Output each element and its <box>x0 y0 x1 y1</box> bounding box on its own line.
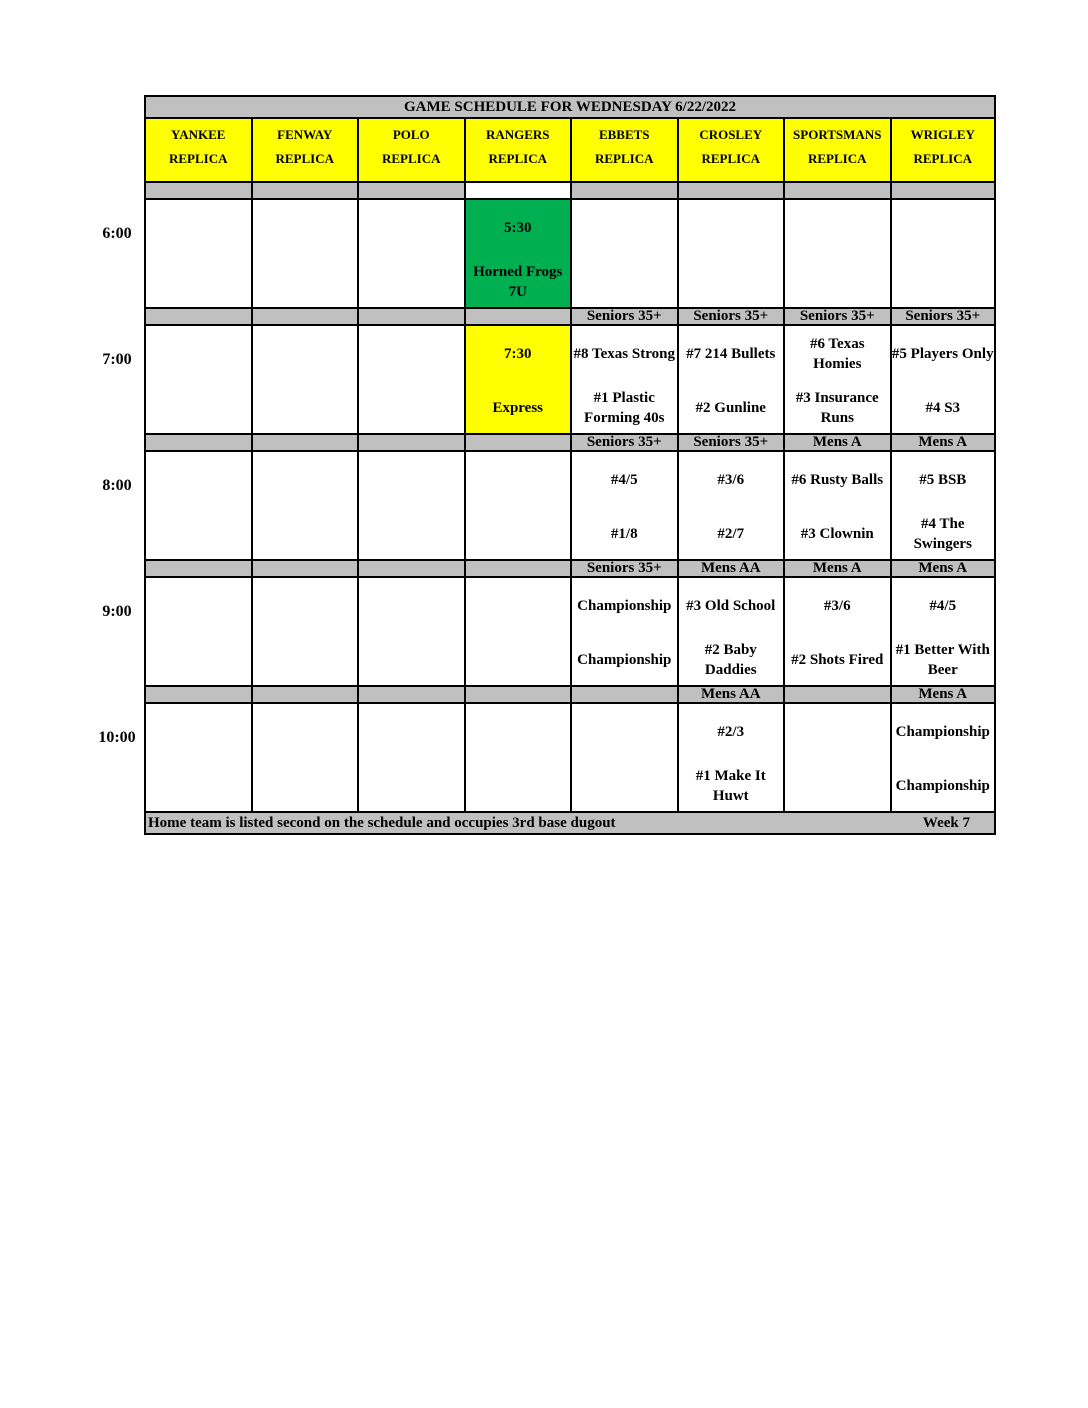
division-label <box>570 183 677 200</box>
home-team: #2 Shots Fired <box>791 652 884 668</box>
field-header-row <box>144 119 996 183</box>
division-label <box>890 183 997 200</box>
away-team <box>146 582 251 630</box>
game-cell <box>890 578 997 687</box>
game-cell <box>783 452 890 561</box>
home-team <box>146 636 251 684</box>
home-team <box>253 636 358 684</box>
game-cell <box>570 326 677 435</box>
field-header: RANGERS REPLICA <box>464 119 571 183</box>
home-team: #1/8 <box>610 526 638 542</box>
away-team: #3/6 <box>823 598 851 614</box>
game-cell <box>677 200 784 309</box>
field-header: SPORTSMANS REPLICA <box>783 119 890 183</box>
game-cell <box>464 578 571 687</box>
game-cell <box>783 578 890 687</box>
division-label <box>251 435 358 452</box>
away-team <box>572 708 677 756</box>
game-cell <box>783 704 890 813</box>
away-team: #2/3 <box>717 724 745 740</box>
game-cell <box>677 326 784 435</box>
home-team: #1 Make It Huwt <box>695 768 766 804</box>
game-cell <box>251 200 358 309</box>
schedule-footer <box>144 813 996 835</box>
home-team <box>785 762 890 810</box>
home-team <box>359 510 464 558</box>
away-team <box>253 708 358 756</box>
division-label: Seniors 35+ <box>677 435 784 452</box>
game-cell <box>357 326 464 435</box>
home-team <box>359 258 464 306</box>
game-cell <box>570 452 677 561</box>
field-header: POLO REPLICA <box>357 119 464 183</box>
home-team <box>359 384 464 432</box>
division-label: Mens A <box>783 435 890 452</box>
away-team <box>679 204 784 252</box>
division-label <box>570 687 677 704</box>
game-cell <box>890 326 997 435</box>
division-label <box>251 687 358 704</box>
away-team <box>359 456 464 504</box>
home-team: #4 The Swingers <box>913 516 972 552</box>
division-row <box>144 561 996 578</box>
field-header: CROSLEY REPLICA <box>677 119 784 183</box>
home-team: #1 Plastic Forming 40s <box>584 390 665 426</box>
game-cell <box>464 452 571 561</box>
away-team: 5:30 <box>504 220 532 236</box>
away-team <box>359 204 464 252</box>
home-team: #2/7 <box>717 526 745 542</box>
schedule-table <box>144 95 996 835</box>
game-cell <box>783 326 890 435</box>
division-label: Mens AA <box>677 687 784 704</box>
game-cell <box>251 578 358 687</box>
away-team: #6 Texas Homies <box>809 336 865 372</box>
division-label <box>677 183 784 200</box>
away-team: 7:30 <box>504 346 532 362</box>
home-team <box>466 510 571 558</box>
home-team: Championship <box>895 778 990 794</box>
game-cell <box>357 704 464 813</box>
home-team <box>785 258 890 306</box>
away-team: Championship <box>577 598 672 614</box>
home-team <box>892 258 995 306</box>
division-label <box>464 561 571 578</box>
home-team <box>466 762 571 810</box>
home-team <box>572 762 677 810</box>
game-cell <box>144 578 251 687</box>
away-team <box>359 330 464 378</box>
game-cell <box>464 200 571 309</box>
division-label: Seniors 35+ <box>783 309 890 326</box>
time-slot-row <box>144 326 996 435</box>
home-team-note: Home team is listed second on the schedule and occupies 3rd base dugout <box>148 815 616 831</box>
away-team <box>146 204 251 252</box>
division-row <box>144 309 996 326</box>
division-label <box>144 561 251 578</box>
home-team: #3 Insurance Runs <box>795 390 879 426</box>
time-label: 10:00 <box>98 729 136 746</box>
away-team <box>359 582 464 630</box>
division-label <box>464 687 571 704</box>
game-cell <box>677 578 784 687</box>
away-team: Championship <box>895 724 990 740</box>
division-label: Mens A <box>783 561 890 578</box>
division-label <box>144 687 251 704</box>
game-cell <box>144 704 251 813</box>
division-label <box>783 687 890 704</box>
game-cell <box>464 704 571 813</box>
home-team <box>253 510 358 558</box>
time-slots <box>144 183 996 813</box>
schedule-title: GAME SCHEDULE FOR WEDNESDAY 6/22/2022 <box>144 95 996 119</box>
division-label <box>357 687 464 704</box>
away-team: #6 Rusty Balls <box>791 472 884 488</box>
away-team <box>253 330 358 378</box>
game-cell <box>677 704 784 813</box>
division-label <box>144 309 251 326</box>
home-team: Horned Frogs 7U <box>473 264 563 300</box>
away-team <box>253 204 358 252</box>
away-team <box>785 204 890 252</box>
division-row <box>144 687 996 704</box>
away-team <box>146 330 251 378</box>
division-label <box>251 183 358 200</box>
game-cell <box>251 452 358 561</box>
game-cell <box>570 578 677 687</box>
home-team: Championship <box>577 652 672 668</box>
division-label: Seniors 35+ <box>890 309 997 326</box>
home-team <box>146 384 251 432</box>
game-cell <box>677 452 784 561</box>
home-team <box>359 762 464 810</box>
game-cell <box>890 704 997 813</box>
home-team <box>572 258 677 306</box>
away-team <box>466 708 571 756</box>
home-team: Express <box>492 400 544 416</box>
field-header: YANKEE REPLICA <box>144 119 251 183</box>
division-label <box>357 309 464 326</box>
home-team <box>466 636 571 684</box>
away-team: #3/6 <box>717 472 745 488</box>
week-label: Week 7 <box>922 815 970 831</box>
division-label <box>251 561 358 578</box>
home-team: #2 Baby Daddies <box>704 642 757 678</box>
away-team <box>572 204 677 252</box>
game-cell <box>890 452 997 561</box>
away-team <box>892 204 995 252</box>
home-team <box>359 636 464 684</box>
home-team <box>146 258 251 306</box>
division-label: Seniors 35+ <box>570 309 677 326</box>
division-label: Mens A <box>890 561 997 578</box>
home-team <box>146 762 251 810</box>
away-team: #3 Old School <box>686 598 776 614</box>
home-team: #2 Gunline <box>695 400 766 416</box>
time-label: 8:00 <box>102 477 132 494</box>
division-label <box>783 183 890 200</box>
time-slot-row <box>144 704 996 813</box>
game-cell <box>570 200 677 309</box>
division-row <box>144 183 996 200</box>
division-label: Mens A <box>890 687 997 704</box>
away-team: #4/5 <box>929 598 957 614</box>
game-cell <box>144 200 251 309</box>
division-label: Seniors 35+ <box>570 561 677 578</box>
game-cell <box>251 704 358 813</box>
time-slot-row <box>144 578 996 687</box>
division-label <box>357 183 464 200</box>
time-slot-row <box>144 452 996 561</box>
away-team: #8 Texas Strong <box>573 346 675 362</box>
time-label: 6:00 <box>102 225 132 242</box>
game-cell <box>357 578 464 687</box>
division-label: Seniors 35+ <box>677 309 784 326</box>
time-slot-row <box>144 200 996 309</box>
game-cell <box>783 200 890 309</box>
division-label: Mens AA <box>677 561 784 578</box>
away-team <box>253 456 358 504</box>
field-header: EBBETS REPLICA <box>570 119 677 183</box>
away-team: #5 Players Only <box>891 346 994 362</box>
away-team: #7 214 Bullets <box>686 346 776 362</box>
home-team <box>253 762 358 810</box>
away-team <box>146 708 251 756</box>
division-label <box>251 309 358 326</box>
division-label: Mens A <box>890 435 997 452</box>
division-row <box>144 435 996 452</box>
game-cell <box>144 326 251 435</box>
division-label <box>464 183 571 200</box>
away-team: #4/5 <box>610 472 638 488</box>
away-team <box>466 582 571 630</box>
home-team <box>253 258 358 306</box>
division-label <box>357 435 464 452</box>
away-team: #5 BSB <box>919 472 967 488</box>
division-label: Seniors 35+ <box>570 435 677 452</box>
home-team: #3 Clownin <box>800 526 874 542</box>
division-label <box>144 183 251 200</box>
division-label <box>144 435 251 452</box>
field-header: FENWAY REPLICA <box>251 119 358 183</box>
game-cell <box>890 200 997 309</box>
game-cell <box>464 326 571 435</box>
division-label <box>464 435 571 452</box>
division-label <box>464 309 571 326</box>
home-team: #4 S3 <box>925 400 961 416</box>
division-label <box>357 561 464 578</box>
away-team <box>253 582 358 630</box>
game-cell <box>357 200 464 309</box>
away-team <box>466 456 571 504</box>
away-team <box>146 456 251 504</box>
home-team: #1 Better With Beer <box>895 642 990 678</box>
home-team <box>146 510 251 558</box>
game-cell <box>570 704 677 813</box>
game-cell <box>357 452 464 561</box>
game-cell <box>144 452 251 561</box>
time-label: 7:00 <box>102 351 132 368</box>
home-team <box>679 258 784 306</box>
home-team <box>253 384 358 432</box>
away-team <box>785 708 890 756</box>
away-team <box>359 708 464 756</box>
field-header: WRIGLEY REPLICA <box>890 119 997 183</box>
game-cell <box>251 326 358 435</box>
time-label: 9:00 <box>102 603 132 620</box>
